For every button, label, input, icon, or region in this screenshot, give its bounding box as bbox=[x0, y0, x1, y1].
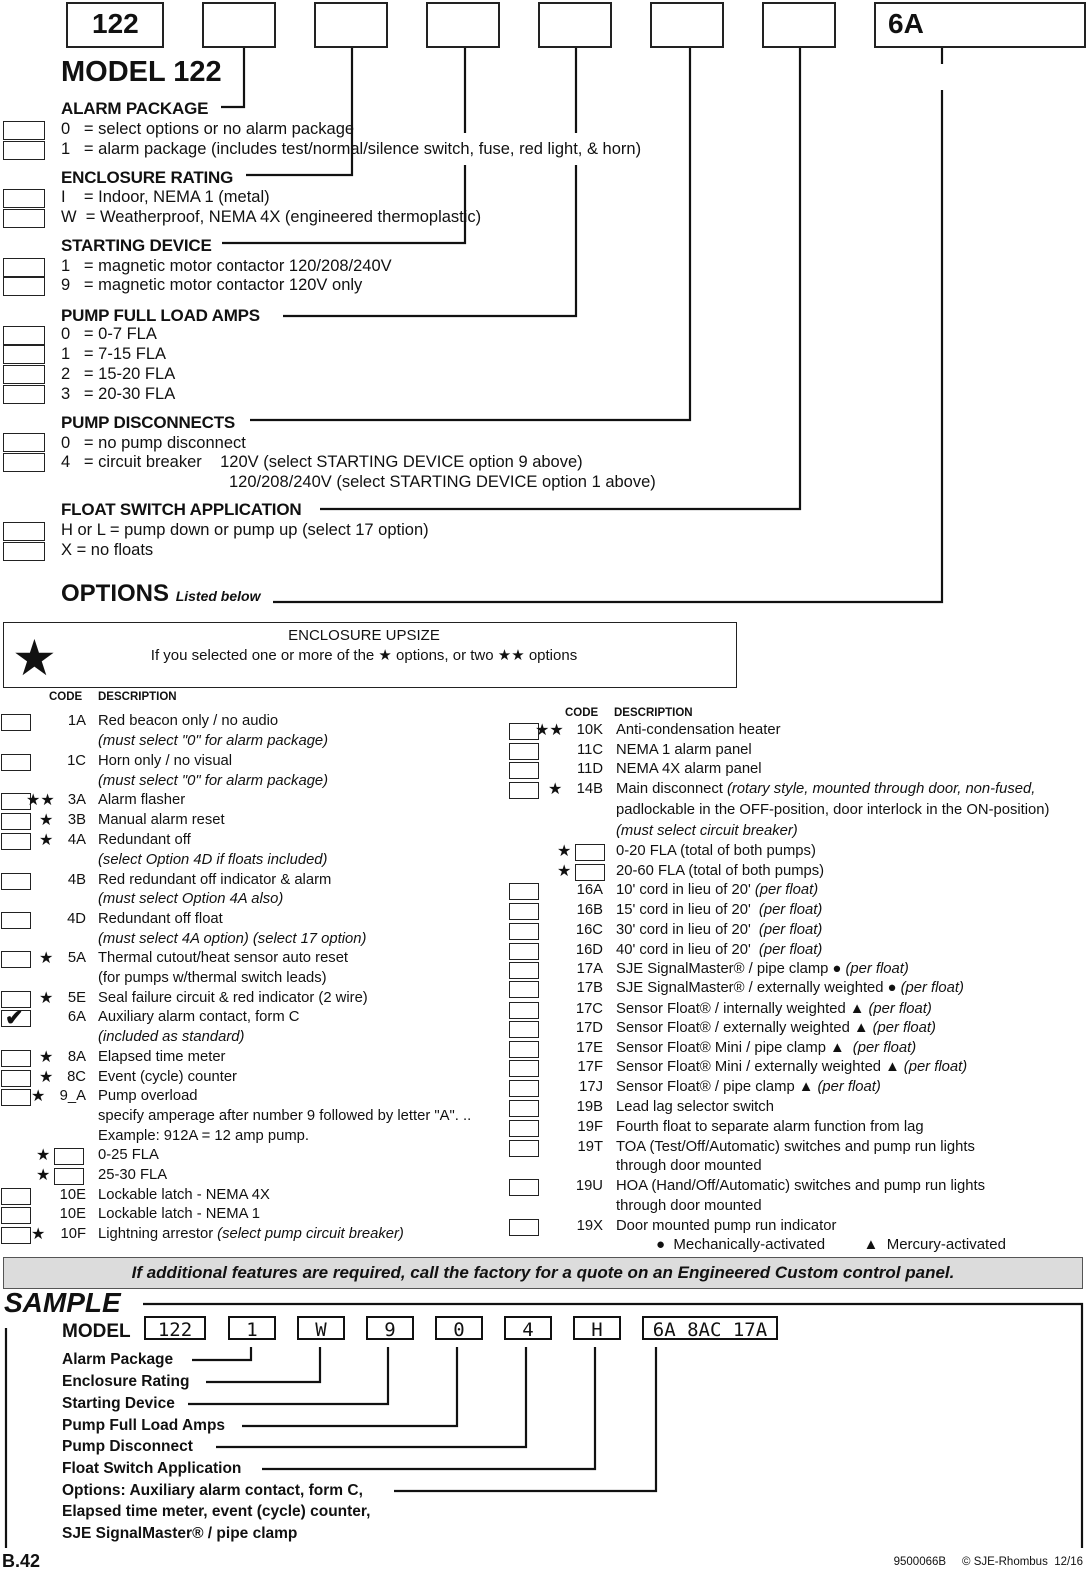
sample-label: Pump Full Load Amps bbox=[62, 1417, 226, 1434]
option-note: (rotary style, mounted through door, non-fused, bbox=[726, 781, 1036, 797]
option-description bbox=[98, 713, 278, 729]
option-description bbox=[616, 1079, 881, 1095]
option-description bbox=[98, 1029, 244, 1045]
option-description bbox=[616, 1040, 916, 1056]
option-checkbox[interactable] bbox=[1, 873, 31, 890]
option-description bbox=[98, 1108, 471, 1124]
option-description-text: Sensor Float® Mini / externally weighted ▲ bbox=[616, 1059, 900, 1075]
option-checkbox[interactable] bbox=[1, 951, 31, 968]
option-description-text: through door mounted bbox=[616, 1198, 762, 1214]
option-code: 17D bbox=[575, 1020, 603, 1036]
option-description-text: TOA (Test/Off/Automatic) switches and pump run lights bbox=[616, 1139, 975, 1155]
enclosure-upsize-box bbox=[3, 622, 737, 688]
options-title: OPTIONS bbox=[61, 580, 170, 607]
col-header-desc-right: DESCRIPTION bbox=[614, 707, 693, 719]
star-icon: ★ bbox=[36, 1147, 51, 1164]
option-description bbox=[616, 823, 798, 839]
option-text: 0 = select options or no alarm package bbox=[61, 120, 355, 138]
page-title: MODEL 122 bbox=[61, 56, 222, 88]
option-checkbox[interactable] bbox=[509, 1219, 539, 1236]
option-description-text: Lightning arrestor bbox=[98, 1226, 214, 1242]
option-description-text: Event (cycle) counter bbox=[98, 1069, 237, 1085]
star-icon: ★ bbox=[39, 832, 54, 849]
checkbox-alarm-0[interactable] bbox=[3, 121, 45, 140]
option-description bbox=[616, 1158, 762, 1174]
star-icon: ★ bbox=[557, 863, 572, 880]
option-checkbox[interactable] bbox=[1, 1070, 31, 1087]
option-description-text: Redundant off float bbox=[98, 911, 223, 927]
option-note: (per float) bbox=[872, 1020, 936, 1036]
option-text: 0 = no pump disconnect bbox=[61, 434, 246, 452]
upsize-star-icon: ★ bbox=[12, 630, 57, 686]
option-description-text: Pump overload bbox=[98, 1088, 198, 1104]
option-description bbox=[616, 1001, 932, 1017]
option-description-text: Main disconnect bbox=[616, 781, 723, 797]
option-text: 120/208/240V (select STARTING DEVICE option 1 above) bbox=[229, 473, 656, 491]
options-box-value: 6A bbox=[888, 8, 924, 39]
option-description-text: Manual alarm reset bbox=[98, 812, 225, 828]
option-checkbox[interactable] bbox=[509, 1080, 539, 1097]
option-checkbox[interactable] bbox=[1, 1005, 31, 1030]
option-text: 1 = magnetic motor contactor 120/208/240V bbox=[61, 257, 392, 275]
option-description-text: 0-25 FLA bbox=[98, 1147, 159, 1163]
option-description bbox=[98, 872, 331, 888]
option-code: 1A bbox=[67, 713, 86, 729]
option-code: 17C bbox=[575, 1001, 603, 1017]
option-checkbox[interactable] bbox=[509, 762, 539, 779]
sample-model-label: MODEL bbox=[62, 1321, 131, 1342]
option-checkbox[interactable] bbox=[509, 782, 539, 799]
sub-option-checkbox[interactable] bbox=[575, 844, 605, 861]
option-checkbox[interactable] bbox=[1, 1227, 31, 1244]
option-code: 10E bbox=[59, 1206, 86, 1222]
star-icon: ★ bbox=[36, 1167, 51, 1184]
option-description-text: padlockable in the OFF-position, door interlock in the ON-position) bbox=[616, 802, 1050, 818]
option-code: 17A bbox=[576, 961, 603, 977]
option-description bbox=[616, 1139, 975, 1155]
option-checkbox[interactable] bbox=[509, 1002, 539, 1019]
option-description-text: (must select "0" for alarm package) bbox=[98, 733, 329, 749]
option-checkbox[interactable] bbox=[1, 813, 31, 830]
sample-box-starting: 9 bbox=[366, 1316, 414, 1340]
option-description bbox=[616, 980, 964, 996]
sample-label: SJE SignalMaster® / pipe clamp bbox=[62, 1525, 298, 1542]
option-checkbox[interactable] bbox=[1, 1050, 31, 1067]
option-code: 3B bbox=[67, 812, 86, 828]
option-description bbox=[616, 722, 781, 738]
option-description bbox=[98, 1009, 299, 1025]
star-icon: ★ bbox=[39, 990, 54, 1007]
option-description-text: Auxiliary alarm contact, form C bbox=[98, 1009, 300, 1025]
sample-label: Float Switch Application bbox=[62, 1460, 242, 1477]
checkbox-fla-2[interactable] bbox=[3, 365, 45, 384]
option-code: 19F bbox=[577, 1119, 603, 1135]
option-code: 16A bbox=[576, 882, 603, 898]
option-description bbox=[98, 733, 328, 749]
checkbox-float-x[interactable] bbox=[3, 542, 45, 561]
option-description-text: Anti-condensation heater bbox=[616, 722, 781, 738]
circle-icon: ● bbox=[656, 1236, 666, 1253]
option-description bbox=[616, 863, 824, 879]
option-description bbox=[616, 1099, 774, 1115]
option-description bbox=[98, 773, 328, 789]
option-description bbox=[616, 922, 822, 938]
option-code: 19B bbox=[576, 1099, 603, 1115]
option-checkbox[interactable] bbox=[509, 943, 539, 960]
option-description-text: Seal failure circuit & red indicator (2 wire) bbox=[98, 990, 368, 1006]
checkbox-float-hl[interactable] bbox=[3, 522, 45, 541]
option-code: 19X bbox=[576, 1218, 603, 1234]
option-code: 5E bbox=[67, 990, 86, 1006]
option-checkbox[interactable] bbox=[1, 1207, 31, 1224]
option-checkbox[interactable] bbox=[1, 714, 31, 731]
option-description bbox=[616, 1178, 985, 1194]
option-description bbox=[98, 931, 366, 947]
option-checkbox[interactable] bbox=[509, 981, 539, 998]
option-description bbox=[98, 950, 348, 966]
col-header-code-right: CODE bbox=[565, 707, 599, 719]
option-description-text: Redundant off bbox=[98, 832, 191, 848]
option-description bbox=[98, 970, 327, 986]
option-note: (per float) bbox=[848, 1040, 917, 1056]
checkbox-fla-0[interactable] bbox=[3, 326, 45, 345]
option-code: 14B bbox=[576, 781, 603, 797]
star-icon: ★ bbox=[39, 812, 54, 829]
option-description-text: SJE SignalMaster® / externally weighted ● bbox=[616, 980, 897, 996]
star-icon: ★ bbox=[31, 1226, 46, 1243]
checkbox-starting-9[interactable] bbox=[3, 277, 45, 296]
sample-box-enclosure: W bbox=[297, 1316, 345, 1340]
option-description-text: 0-20 FLA (total of both pumps) bbox=[616, 843, 816, 859]
option-code: 16C bbox=[575, 922, 603, 938]
option-code: 16B bbox=[576, 902, 603, 918]
option-description bbox=[98, 832, 191, 848]
sub-option-checkbox[interactable] bbox=[54, 1148, 84, 1165]
option-description-text: specify amperage after number 9 followed by letter "A". .. bbox=[98, 1108, 472, 1124]
options-heading bbox=[61, 580, 260, 608]
option-description-text: Red beacon only / no audio bbox=[98, 713, 279, 729]
option-code: 17F bbox=[577, 1059, 603, 1075]
option-description-text: Horn only / no visual bbox=[98, 753, 233, 769]
legend-circle-label: Mechanically-activated bbox=[673, 1236, 826, 1253]
option-description-text: (for pumps w/thermal switch leads) bbox=[98, 970, 327, 986]
option-note: (per float) bbox=[758, 902, 823, 918]
option-text: W = Weatherproof, NEMA 4X (engineered thermoplastic) bbox=[61, 208, 482, 226]
option-description bbox=[616, 1198, 762, 1214]
option-description-text: NEMA 1 alarm panel bbox=[616, 742, 752, 758]
option-description-text: 30' cord in lieu of 20' bbox=[616, 922, 755, 938]
option-description-text: 15' cord in lieu of 20' bbox=[616, 902, 755, 918]
option-description bbox=[98, 1147, 159, 1163]
sample-title: SAMPLE bbox=[4, 1287, 121, 1318]
option-code: 19T bbox=[577, 1139, 603, 1155]
sample-label: Alarm Package bbox=[62, 1351, 174, 1368]
option-code: 10F bbox=[60, 1226, 86, 1242]
sample-label: Enclosure Rating bbox=[62, 1373, 190, 1390]
option-description bbox=[616, 843, 816, 859]
option-checkbox[interactable] bbox=[509, 1120, 539, 1137]
option-description bbox=[616, 1218, 836, 1234]
option-description bbox=[98, 1187, 270, 1203]
option-description bbox=[98, 753, 232, 769]
section-starting-device: STARTING DEVICE bbox=[61, 236, 212, 255]
option-code: 8A bbox=[67, 1049, 86, 1065]
option-description-text: HOA (Hand/Off/Automatic) switches and pump run lights bbox=[616, 1178, 985, 1194]
option-code: 4B bbox=[67, 872, 86, 888]
sample-box-float: H bbox=[573, 1316, 621, 1340]
option-note: (per float) bbox=[903, 1059, 968, 1075]
option-description bbox=[98, 1049, 225, 1065]
option-checkbox[interactable] bbox=[1, 912, 31, 929]
option-text: 0 = 0-7 FLA bbox=[61, 325, 157, 343]
checkbox-disconnect-4[interactable] bbox=[3, 453, 45, 472]
legend bbox=[656, 1236, 1006, 1253]
option-code: 10E bbox=[59, 1187, 86, 1203]
option-description-text: through door mounted bbox=[616, 1158, 762, 1174]
option-description-text: (included as standard) bbox=[98, 1029, 245, 1045]
star-icon: ★ bbox=[31, 1088, 46, 1105]
option-description bbox=[616, 781, 1035, 797]
option-checkbox[interactable] bbox=[509, 883, 539, 900]
checkbox-fla-3[interactable] bbox=[3, 385, 45, 404]
option-description bbox=[616, 802, 1049, 818]
checkmark-icon: ✔ bbox=[5, 1005, 24, 1030]
star-icon: ★ bbox=[39, 1049, 54, 1066]
option-code: 6A bbox=[67, 1009, 86, 1025]
option-description bbox=[616, 1059, 967, 1075]
section-alarm-package: ALARM PACKAGE bbox=[61, 99, 209, 118]
option-description bbox=[98, 1206, 260, 1222]
option-checkbox[interactable] bbox=[509, 743, 539, 760]
option-text: 3 = 20-30 FLA bbox=[61, 385, 176, 403]
section-pump-disconnects: PUMP DISCONNECTS bbox=[61, 413, 236, 432]
option-description-text: Alarm flasher bbox=[98, 792, 186, 808]
sample-label: Elapsed time meter, event (cycle) counter, bbox=[62, 1503, 371, 1520]
option-code: 5A bbox=[67, 950, 86, 966]
option-description-text: Lockable latch - NEMA 1 bbox=[98, 1206, 261, 1222]
star-icon: ★ bbox=[39, 950, 54, 967]
model-box-value: 122 bbox=[92, 8, 139, 39]
option-checkbox[interactable] bbox=[509, 1140, 539, 1157]
option-text: 9 = magnetic motor contactor 120V only bbox=[61, 276, 363, 294]
option-description-text: Example: 912A = 12 amp pump. bbox=[98, 1128, 309, 1144]
sample-box-options: 6A 8AC 17A bbox=[642, 1316, 778, 1340]
option-description bbox=[98, 1128, 309, 1144]
option-description-text: 10' cord in lieu of 20' bbox=[616, 882, 751, 898]
option-code: 17J bbox=[579, 1079, 603, 1095]
checkbox-disconnect-0[interactable] bbox=[3, 433, 45, 452]
star-icon: ★★ bbox=[535, 722, 564, 739]
option-code: 9_A bbox=[59, 1088, 86, 1104]
sample-label: Options: Auxiliary alarm contact, form C, bbox=[62, 1482, 363, 1499]
option-description-text: (must select 4A option) (select 17 option) bbox=[98, 931, 367, 947]
option-description-text: Elapsed time meter bbox=[98, 1049, 226, 1065]
sub-option-checkbox[interactable] bbox=[575, 864, 605, 881]
option-code: 11C bbox=[576, 742, 603, 758]
option-description bbox=[616, 961, 909, 977]
sample-box-fla: 0 bbox=[435, 1316, 483, 1340]
sample-label: Pump Disconnect bbox=[62, 1438, 193, 1455]
page-number: B.42 bbox=[2, 1551, 41, 1571]
option-description-text: Door mounted pump run indicator bbox=[616, 1218, 837, 1234]
sample-box-disconnect: 4 bbox=[504, 1316, 552, 1340]
checkbox-fla-1[interactable] bbox=[3, 345, 45, 364]
option-note: (per float) bbox=[868, 1001, 932, 1017]
col-header-code: CODE bbox=[49, 691, 83, 703]
option-code: 1C bbox=[67, 753, 86, 769]
option-description bbox=[98, 891, 283, 907]
option-note: (per float) bbox=[900, 980, 964, 996]
option-description bbox=[616, 1020, 936, 1036]
option-code: 8C bbox=[67, 1069, 86, 1085]
section-enclosure-rating: ENCLOSURE RATING bbox=[61, 168, 234, 187]
option-description-text: Sensor Float® / internally weighted ▲ bbox=[616, 1001, 865, 1017]
option-note: (per float) bbox=[758, 942, 823, 958]
option-description bbox=[98, 852, 327, 868]
sample-label: Starting Device bbox=[62, 1395, 175, 1412]
option-description bbox=[616, 902, 822, 918]
col-header-desc: DESCRIPTION bbox=[98, 691, 177, 703]
sample-box-alarm: 1 bbox=[228, 1316, 276, 1340]
option-description-text: Sensor Float® / externally weighted ▲ bbox=[616, 1020, 869, 1036]
option-description bbox=[98, 792, 185, 808]
option-description-text: Fourth float to separate alarm function from lag bbox=[616, 1119, 924, 1135]
checkbox-enclosure-w[interactable] bbox=[3, 209, 45, 228]
option-description-text: Lead lag selector switch bbox=[616, 1099, 774, 1115]
star-icon: ★ bbox=[548, 781, 563, 798]
option-checkbox[interactable] bbox=[1, 1188, 31, 1205]
option-description-text: 20-60 FLA (total of both pumps) bbox=[616, 863, 825, 879]
option-description-text: Red redundant off indicator & alarm bbox=[98, 872, 332, 888]
option-description bbox=[98, 990, 368, 1006]
star-icon: ★ bbox=[557, 843, 572, 860]
section-float-switch: FLOAT SWITCH APPLICATION bbox=[61, 500, 302, 519]
option-description bbox=[616, 742, 752, 758]
option-checkbox[interactable] bbox=[509, 1041, 539, 1058]
upsize-text: If you selected one or more of the ★ options, or two ★★ options bbox=[150, 647, 578, 664]
option-code: 10K bbox=[576, 722, 603, 738]
option-checkbox[interactable] bbox=[509, 1100, 539, 1117]
option-description-text: (must select "0" for alarm package) bbox=[98, 773, 329, 789]
option-description bbox=[98, 1069, 237, 1085]
option-description-text: SJE SignalMaster® / pipe clamp ● bbox=[616, 961, 842, 977]
option-code: 3A bbox=[67, 792, 86, 808]
option-code: 11D bbox=[576, 761, 603, 777]
star-icon: ★ bbox=[39, 1069, 54, 1086]
option-text: 1 = alarm package (includes test/normal/silence switch, fuse, red light, & horn) bbox=[61, 140, 642, 158]
option-description-text: 25-30 FLA bbox=[98, 1167, 168, 1183]
option-text: X = no floats bbox=[61, 541, 154, 559]
checkbox-starting-1[interactable] bbox=[3, 258, 45, 277]
option-text: 2 = 15-20 FLA bbox=[61, 365, 176, 383]
option-description bbox=[98, 1167, 167, 1183]
triangle-icon: ▲ bbox=[863, 1236, 879, 1253]
option-text: 1 = 7-15 FLA bbox=[61, 345, 167, 363]
option-note: (per float) bbox=[817, 1079, 881, 1095]
option-note: (per float) bbox=[845, 961, 909, 977]
option-description bbox=[98, 812, 225, 828]
option-checkbox[interactable] bbox=[509, 1060, 539, 1077]
option-code: 17B bbox=[576, 980, 603, 996]
checkbox-alarm-1[interactable] bbox=[3, 141, 45, 160]
upsize-title: ENCLOSURE UPSIZE bbox=[288, 627, 440, 644]
option-checkbox[interactable] bbox=[509, 903, 539, 920]
option-text: H or L = pump down or pump up (select 17 option) bbox=[61, 521, 429, 539]
sub-option-checkbox[interactable] bbox=[54, 1168, 84, 1185]
option-checkbox[interactable] bbox=[1, 1089, 31, 1106]
option-code: 17E bbox=[576, 1040, 603, 1056]
option-checkbox[interactable] bbox=[509, 923, 539, 940]
section-pump-fla: PUMP FULL LOAD AMPS bbox=[61, 306, 260, 325]
option-code: 4A bbox=[67, 832, 86, 848]
option-note: (per float) bbox=[758, 922, 823, 938]
option-description bbox=[616, 942, 822, 958]
option-description-text: Sensor Float® / pipe clamp ▲ bbox=[616, 1079, 814, 1095]
custom-panel-banner: If additional features are required, call the factory for a quote on an Engineered Custom control panel. bbox=[3, 1257, 1083, 1289]
star-icon: ★★ bbox=[26, 792, 55, 809]
option-description bbox=[98, 1226, 404, 1242]
option-checkbox[interactable] bbox=[1, 754, 31, 771]
option-description bbox=[616, 761, 762, 777]
checkbox-enclosure-i[interactable] bbox=[3, 189, 45, 208]
option-text: 4 = circuit breaker 120V (select STARTING DEVICE option 9 above) bbox=[61, 453, 583, 471]
option-description-text: Lockable latch - NEMA 4X bbox=[98, 1187, 270, 1203]
legend-triangle-label: Mercury-activated bbox=[886, 1236, 1006, 1253]
option-note: (select pump circuit breaker) bbox=[217, 1226, 404, 1242]
option-description-text: 40' cord in lieu of 20' bbox=[616, 942, 755, 958]
option-code: 4D bbox=[67, 911, 86, 927]
doc-number: 9500066B © SJE-Rhombus 12/16 bbox=[893, 1556, 1083, 1568]
option-description bbox=[616, 1119, 924, 1135]
option-checkbox[interactable] bbox=[509, 1021, 539, 1038]
option-checkbox[interactable] bbox=[509, 962, 539, 979]
option-description-text: (must select Option 4A also) bbox=[98, 891, 284, 907]
option-description-text: (must select circuit breaker) bbox=[616, 823, 798, 839]
option-description-text: (select Option 4D if floats included) bbox=[98, 852, 328, 868]
option-description bbox=[98, 1088, 198, 1104]
sample-box-model: 122 bbox=[144, 1316, 206, 1340]
option-code: 16D bbox=[575, 942, 603, 958]
option-text: I = Indoor, NEMA 1 (metal) bbox=[61, 188, 270, 206]
option-checkbox[interactable] bbox=[509, 1179, 539, 1196]
option-code: 19U bbox=[575, 1178, 603, 1194]
option-note: (per float) bbox=[754, 882, 819, 898]
option-description-text: NEMA 4X alarm panel bbox=[616, 761, 762, 777]
option-description bbox=[616, 882, 818, 898]
option-description-text: Thermal cutout/heat sensor auto reset bbox=[98, 950, 349, 966]
option-checkbox[interactable] bbox=[1, 833, 31, 850]
option-description bbox=[98, 911, 223, 927]
option-description-text: Sensor Float® Mini / pipe clamp ▲ bbox=[616, 1040, 845, 1056]
options-subtitle: Listed below bbox=[175, 588, 261, 604]
